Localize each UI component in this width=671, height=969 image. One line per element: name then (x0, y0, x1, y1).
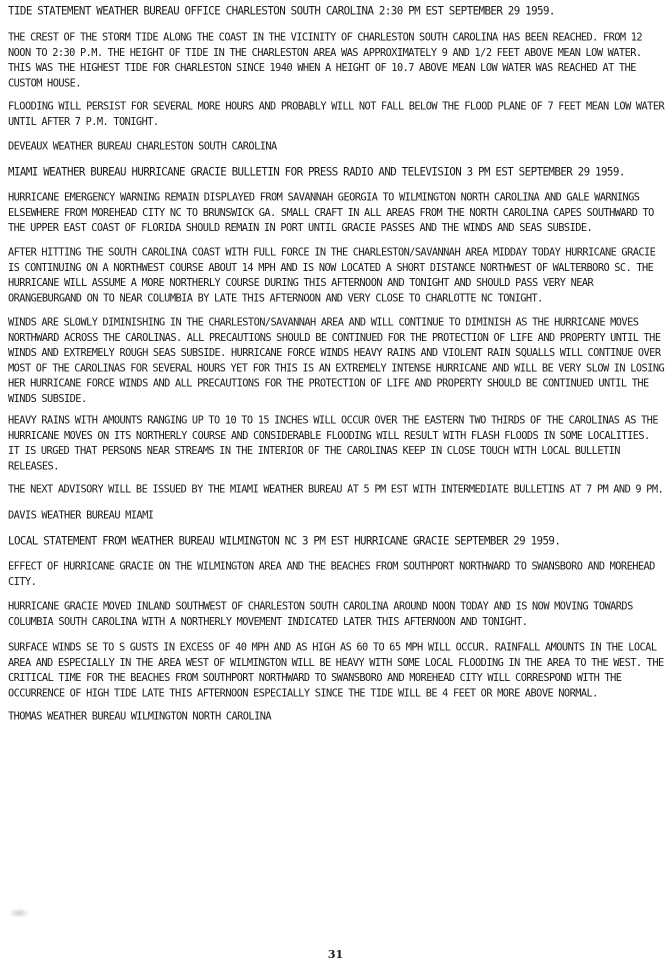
tide-statement-heading: TIDE STATEMENT WEATHER BUREAU OFFICE CHARLESTON SOUTH CAROLINA 2:30 PM EST SEPTEMBER 29 1959. (8, 4, 555, 18)
winds-diminishing-paragraph: WINDS ARE SLOWLY DIMINISHING IN THE CHARLESTON/SAVANNAH AREA AND WILL CONTINUE TO DIMINISH AS THE HURRICANE MOVES NORTHWARD ACROSS THE CAROLINAS. ALL PRECAUTIONS SHOULD BE CONTINUED FOR THE PROTECTION OF LIFE AND PROPERTY UNTIL THE WINDS AND EXTREMELY ROUGH SEAS SUBSIDE. HURRICANE FORCE WINDS HEAVY RAINS AND VIOLENT RAIN SQUALLS WILL CONTINUE OVER MOST OF THE CAROLINAS FOR SEVERAL HOURS YET FOR THIS IS AN EXTREMELY INTENSE HURRICANE AND WILL BE VERY SLOW IN LOSING HER HURRICANE FORCE WINDS AND ALL PRECAUTIONS FOR THE PROTECTION OF LIFE AND PROPERTY SHOULD BE CONTINUED UNTIL THE WINDS SUBSIDE. (8, 315, 665, 405)
hurricane-track-paragraph: AFTER HITTING THE SOUTH CAROLINA COAST WITH FULL FORCE IN THE CHARLESTON/SAVANNAH AREA MIDDAY TODAY HURRICANE GRACIE IS CONTINUING ON A NORTHWEST COURSE ABOUT 14 MPH AND IS NOW LOCATED A SHORT DISTANCE NORTHWEST OF WALTERBORO SC. THE HURRICANE WILL ASSUME A MORE NORTHERLY COURSE DURING THIS AFTERNOON AND TONIGHT AND SHOULD PASS VERY NEAR ORANGEBURGAND ON TO NEAR COLUMBIA BY LATE THIS AFTERNOON AND VERY CLOSE TO CHARLOTTE NC TONIGHT. (8, 246, 656, 305)
warnings-paragraph: HURRICANE EMERGENCY WARNING REMAIN DISPLAYED FROM SAVANNAH GEORGIA TO WILMINGTON NORTH CAROLINA AND GALE WARNINGS ELSEWHERE FROM MOREHEAD CITY NC TO BRUNSWICK GA. SMALL CRAFT IN ALL AREAS FROM THE NORTH CAROLINA CAPES SOUTHWARD TO THE UPPER EAST COAST OF FLORIDA SHOULD REMAIN IN PORT UNTIL GRACIE PASSES AND THE WINDS AND SEAS SUBSIDE. (8, 191, 654, 235)
document-page (8, 4, 666, 735)
wilmington-signature: THOMAS WEATHER BUREAU WILMINGTON NORTH CAROLINA (8, 710, 272, 723)
surface-winds-paragraph: SURFACE WINDS SE TO S GUSTS IN EXCESS OF 40 MPH AND AS HIGH AS 60 TO 65 MPH WILL OCCUR. RAINFALL AMOUNTS IN THE LOCAL AREA AND ESPECIALLY IN THE AREA WEST OF WILMINGTON WILL BE HEAVY WITH SOME LOCAL FLOODING IN THE AREA TO THE WEST. THE CRITICAL TIME FOR THE BEACHES FROM SOUTHPORT NORTHWARD TO SWANSBORO AND MOREHEAD CITY WILL CORRESPOND WITH THE OCCURRENCE OF HIGH TIDE LATE THIS AFTERNOON ESPECIALLY SINCE THE TIDE WILL BE 4 FEET OR MORE ABOVE NORMAL. (8, 640, 664, 700)
wilmington-statement-heading: LOCAL STATEMENT FROM WEATHER BUREAU WILMINGTON NC 3 PM EST HURRICANE GRACIE SEPTEMBER 29 1959. (8, 533, 561, 548)
page-number: 31 (327, 948, 344, 961)
flooding-paragraph: FLOODING WILL PERSIST FOR SEVERAL MORE HOURS AND PROBABLY WILL NOT FALL BELOW THE FLOOD PLANE OF 7 FEET MEAN LOW WATER UNTIL AFTER 7 P.M. TONIGHT. (8, 100, 665, 128)
inland-movement-paragraph: HURRICANE GRACIE MOVED INLAND SOUTHWEST OF CHARLESTON SOUTH CAROLINA AROUND NOON TODAY AND IS NOW MOVING TOWARDS COLUMBIA SOUTH CAROLINA WITH A NORTHERLY MOVEMENT INDICATED LATER THIS AFTERNOON AND TONIGHT. (8, 600, 633, 629)
ink-smudge (8, 908, 30, 918)
storm-tide-crest-paragraph: THE CREST OF THE STORM TIDE ALONG THE COAST IN THE VICINITY OF CHARLESTON SOUTH CAROLINA HAS BEEN REACHED. FROM 12 NOON TO 2:30 P.M. THE HEIGHT OF TIDE IN THE CHARLESTON AREA WAS APPROXIMATELY 9 AND 1/2 FEET ABOVE MEAN LOW WATER. THIS WAS THE HIGHEST TIDE FOR CHARLESTON SINCE 1940 WHEN A HEIGHT OF 10.7 ABOVE MEAN LOW WATER WAS REACHED AT THE CUSTOM HOUSE. (8, 30, 643, 90)
miami-signature: DAVIS WEATHER BUREAU MIAMI (8, 509, 154, 522)
charleston-signature: DEVEAUX WEATHER BUREAU CHARLESTON SOUTH CAROLINA (8, 140, 277, 153)
effect-paragraph: EFFECT OF HURRICANE GRACIE ON THE WILMINGTON AREA AND THE BEACHES FROM SOUTHPORT NORTHWARD TO SWANSBORO AND MOREHEAD CITY. (8, 560, 655, 589)
miami-bulletin-heading: MIAMI WEATHER BUREAU HURRICANE GRACIE BULLETIN FOR PRESS RADIO AND TELEVISION 3 PM EST SEPTEMBER 29 1959. (8, 164, 625, 179)
heavy-rains-paragraph: HEAVY RAINS WITH AMOUNTS RANGING UP TO 10 TO 15 INCHES WILL OCCUR OVER THE EASTERN TWO THIRDS OF THE CAROLINAS AS THE HURRICANE MOVES ON ITS NORTHERLY COURSE AND CONSIDERABLE FLOODING WILL RESULT WITH FLASH FLOODS IN SOME LOCALITIES. IT IS URGED THAT PERSONS NEAR STREAMS IN THE INTERIOR OF THE CAROLINAS KEEP IN CLOSE TOUCH WITH LOCAL BULLETIN RELEASES. (8, 414, 658, 473)
next-advisory-paragraph: THE NEXT ADVISORY WILL BE ISSUED BY THE MIAMI WEATHER BUREAU AT 5 PM EST WITH INTERMEDIATE BULLETINS AT 7 PM AND 9 PM. (8, 483, 664, 497)
